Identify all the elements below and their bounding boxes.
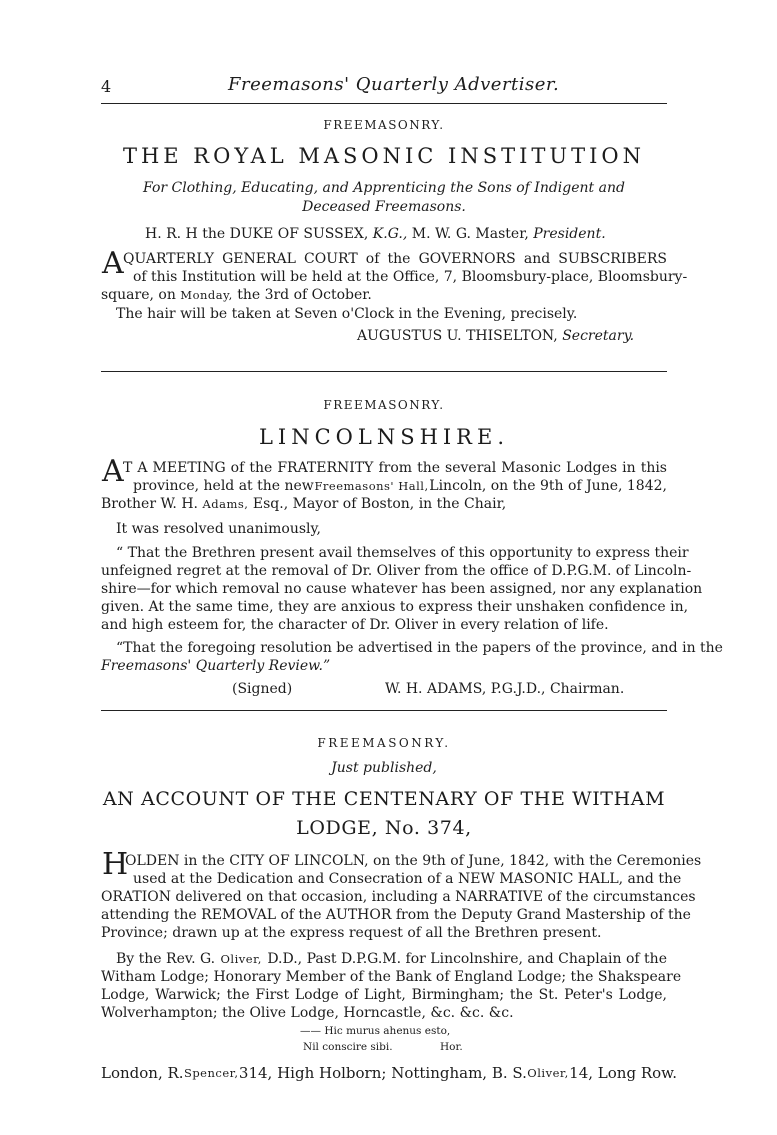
epigraph-author: Hor.: [440, 1041, 463, 1053]
notice-title: THE ROYAL MASONIC INSTITUTION: [122, 144, 645, 168]
drop-cap: A: [102, 246, 124, 281]
body-line: QUARTERLY GENERAL COURT of the GOVERNORS and SUBSCRIBERS: [123, 251, 667, 267]
header-rule: [101, 103, 667, 104]
body-line: of this Institution will be held at the Office, 7, Bloomsbury-place, Bloomsbury-: [133, 269, 688, 285]
signed-label: (Signed): [232, 681, 293, 697]
notice-title: LINCOLNSHIRE.: [258, 425, 510, 449]
drop-cap: A: [102, 454, 124, 489]
section-rule: [101, 710, 667, 711]
resolution-line: Freemasons' Quarterly Review.”: [101, 658, 331, 674]
resolution-line: and high esteem for, the character of Dr. Oliver in every relation of life.: [101, 617, 609, 633]
body-line: It was resolved unanimously,: [116, 521, 322, 537]
patron-office: M. W. G. Master,: [411, 226, 529, 242]
meeting-day: Monday,: [180, 288, 233, 302]
notice-kicker: FREEMASONRY.: [323, 118, 445, 132]
body-line: ORATION delivered on that occasion, including a NARRATIVE of the circumstances: [101, 889, 696, 905]
patron-honour: K.G.,: [372, 226, 408, 242]
patron-line: [145, 225, 606, 243]
running-title: Freemasons' Quarterly Advertiser.: [228, 74, 560, 95]
body-line: province, held at the new Freemasons' Hall, Lincoln, on the 9th of June, 1842,: [133, 478, 667, 494]
author-name: Oliver,: [220, 952, 262, 966]
notice-kicker: FREEMASONRY.: [323, 398, 445, 412]
book-title-line: LODGE, No. 374,: [296, 817, 472, 839]
epigraph-line: —— Hic murus ahenus esto,: [300, 1025, 451, 1037]
imprint-line: London, R. Spencer, 314, High Holborn; Nottingham, B. S. Oliver, 14, Long Row.: [101, 1064, 677, 1082]
section-rule: [101, 371, 667, 372]
resolution-line: shire—for which removal no cause whatever has been assigned, nor any explanation: [101, 581, 703, 597]
body-line: The hair will be taken at Seven o'Clock in the Evening, precisely.: [116, 306, 578, 322]
body-line: used at the Dedication and Consecration of a NEW MASONIC HALL, and the: [133, 871, 682, 887]
signatory-name: W. H. ADAMS, P.G.J.D., Chairman.: [385, 681, 625, 697]
body-line: OLDEN in the CITY OF LINCOLN, on the 9th of June, 1842, with the Ceremonies: [125, 853, 702, 869]
body-line: Lodge, Warwick; the First Lodge of Light, Birmingham; the St. Peter's Lodge,: [101, 987, 667, 1003]
resolution-line: given. At the same time, they are anxious to express their unshaken confidence in,: [101, 599, 689, 615]
body-line: Brother W. H. Adams, Esq., Mayor of Boston, in the Chair,: [101, 496, 507, 512]
page-number: 4: [101, 77, 112, 96]
chairman-name: Adams,: [202, 497, 249, 511]
hall-name: Freemasons' Hall,: [314, 479, 429, 493]
patron-name: H. R. H the DUKE OF SUSSEX,: [145, 226, 369, 242]
body-line: Wolverhampton; the Olive Lodge, Horncastle, &c. &c. &c.: [101, 1005, 514, 1021]
body-line: Witham Lodge; Honorary Member of the Bank of England Lodge; the Shakspeare: [101, 969, 682, 985]
body-line: attending the REMOVAL of the AUTHOR from the Deputy Grand Mastership of the: [101, 907, 691, 923]
body-line: square, on Monday, the 3rd of October.: [101, 287, 372, 303]
body-line: Province; drawn up at the express request of all the Brethren present.: [101, 925, 602, 941]
drop-cap: H: [102, 847, 129, 882]
body-line: By the Rev. G. Oliver, D.D., Past D.P.G.M. for Lincolnshire, and Chaplain of the: [116, 951, 667, 967]
notice-kicker: FREEMASONRY.: [317, 736, 451, 750]
patron-role: President.: [533, 226, 606, 242]
book-title-line: AN ACCOUNT OF THE CENTENARY OF THE WITHAM: [102, 788, 666, 810]
just-published: Just published,: [331, 760, 437, 776]
notice-subtitle-line: Deceased Freemasons.: [302, 199, 466, 215]
signature-line: [357, 327, 634, 345]
signatory-role: Secretary.: [562, 328, 635, 344]
publisher-name: Spencer,: [183, 1066, 239, 1080]
epigraph-line: Nil conscire sibi.: [303, 1041, 393, 1053]
bookseller-name: Oliver,: [527, 1066, 569, 1080]
notice-subtitle-line: For Clothing, Educating, and Apprenticing the Sons of Indigent and: [143, 180, 625, 196]
resolution-line: “That the foregoing resolution be advertised in the papers of the province, and in the: [116, 640, 723, 656]
body-line: T A MEETING of the FRATERNITY from the several Masonic Lodges in this: [123, 460, 667, 476]
signatory-name: AUGUSTUS U. THISELTON,: [357, 328, 558, 344]
resolution-line: “ That the Brethren present avail themselves of this opportunity to express their: [116, 545, 689, 561]
resolution-line: unfeigned regret at the removal of Dr. Oliver from the office of D.P.G.M. of Lincoln-: [101, 563, 692, 579]
